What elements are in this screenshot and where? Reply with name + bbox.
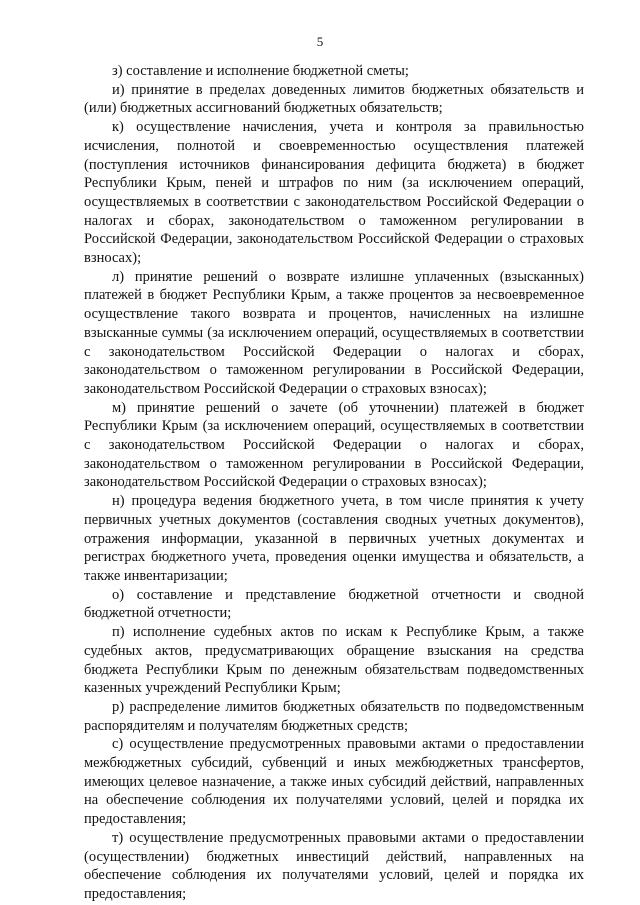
- paragraph-k: к) осуществление начисления, учета и контроля за правильностью исчисления, полнотой и своевременностью осуществления платежей (поступления источников финансирования дефицита бюджета) в бюджет Республики Крым, пеней и штрафов по ним (за исключением операций, осуществляемых в соответствии с законодательством Российской Федерации о налогах и сборах, законодательством о таможенном регулировании в Российской Федерации, законодательством Российской Федерации о страховых взносах);: [84, 119, 584, 267]
- paragraph-m: м) принятие решений о зачете (об уточнении) платежей в бюджет Республики Крым (за исключением операций, осуществляемых в соответствии с законодательством Российской Федерации о налогах и сборах, законодательством о таможенном регулировании в Российской Федерации, законодательством Российской Федерации о страховых взносах);: [84, 399, 584, 491]
- page-number: 5: [316, 34, 324, 49]
- paragraph-o: о) составление и представление бюджетной отчетности и сводной бюджетной отчетности;: [84, 586, 584, 622]
- paragraph-z: з) составление и исполнение бюджетной сметы;: [112, 63, 409, 79]
- paragraph-r: р) распределение лимитов бюджетных обязательств по подведомственным распорядителям и получателям бюджетных средств;: [84, 698, 584, 734]
- paragraph-s: с) осуществление предусмотренных правовыми актами о предоставлении межбюджетных субсидий, субвенций и иных межбюджетных трансфертов, имеющих целевое назначение, а также иных субсидий действий, направленных на обеспечение соблюдения их получателями условий, целей и порядка их предоставления;: [84, 736, 584, 828]
- paragraph-p: п) исполнение судебных актов по искам к Республике Крым, а также судебных актов, предусматривающих обращение взыскания на средства бюджета Республики Крым по денежным обязательствам подведомственных казенных учреждений Республики Крым;: [84, 624, 584, 697]
- paragraph-t: т) осуществление предусмотренных правовыми актами о предоставлении (осуществлении) бюджетных инвестиций действий, направленных на обеспечение соблюдения их получателями условий, целей и порядка их предоставления;: [84, 829, 584, 902]
- paragraph-l: л) принятие решений о возврате излишне уплаченных (взысканных) платежей в бюджет Республики Крым, а также процентов за несвоевременное осуществление такого возврата и процентов, начисленных на излишне взысканные суммы (за исключением операций, осуществляемых в соответствии с законодательством Российской Федерации о налогах и сборах, законодательством о таможенном регулировании в Российской Федерации, законодательством Российской Федерации о страховых взносах);: [84, 268, 584, 397]
- document-body: [84, 62, 584, 904]
- paragraph-i: и) принятие в пределах доведенных лимитов бюджетных обязательств и (или) бюджетных ассигнований бюджетных обязательств;: [84, 81, 584, 117]
- paragraph-n: н) процедура ведения бюджетного учета, в том числе принятия к учету первичных учетных документов (составления сводных учетных документов), отражения информации, указанной в первичных учетных документах и регистрах бюджетного учета, проведения оценки имущества и обязательств, а также инвентаризации;: [84, 493, 584, 584]
